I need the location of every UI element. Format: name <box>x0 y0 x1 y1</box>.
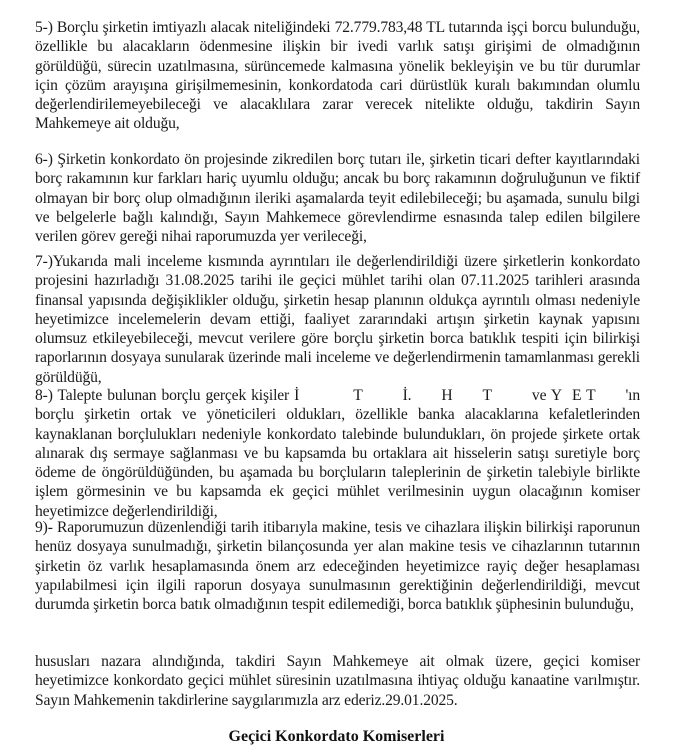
closing-paragraph: hususları nazara alındığında, takdiri Sayın Mahkemeye ait olmak üzere, geçici komiser heyetimizce konkordato geçici mühlet süresinin uzatılmasına ihtiyaç olduğu kanaatine varılmıştır. Sayın Mahkemenin takdirlerine saygılarımızla arz ederiz.29.01.2025. <box>35 653 640 709</box>
paragraph-8 <box>35 386 640 521</box>
redacted-name-fragment: İ. <box>402 387 412 404</box>
paragraph-5: 5-) Borçlu şirketin imtiyazlı alacak niteliğindeki 72.779.783,48 TL tutarında işçi borcu bulunduğu, özellikle bu alacakların ödenmesine ilişkin bir ivedi varlık satışı girişimi de olmadığının görüldüğü, sürecin uzatılmasına, sürüncemede kalmasına yönelik bekleyişin ve bu tür durumlar için çözüm arayışına girişilmemesinin, konkordatoda cari dürüstlük kuralı bakımından olumlu değerlendirilemeyebileceği ve alacaklılara zarar verecek nitelikte olduğu, takdirin Sayın Mahkemeye ait olduğu, <box>35 19 640 133</box>
paragraph-8-suffix: 'ın borçlu şirketin ortak ve yöneticileri oldukları, özellikle banka alacaklarına kefaletlerinden kaynaklanan borçlulukları nedeniyle konkordato talebinde bulundukları, ön projede şirkete ortak alınarak dış sermaye sağlanması ve bu kapsamda bu ortaklara ait hisselerin satışı suretiyle borç ödeme de öngörüldüğünden, bu aşamada bu borçluların taleplerinin de şirketin talebiyle birlikte işlem görmesinin ve bu kapsamda ek geçici mühlet verilmesinin uygun olacağının komiser heyetimizce değerlendirildiği, <box>35 387 641 520</box>
redacted-name-fragment: T <box>353 387 363 404</box>
redacted-name-fragment: T <box>586 387 596 404</box>
redacted-name-fragment: İ <box>294 387 300 404</box>
paragraph-7: 7-)Yukarıda mali inceleme kısmında ayrıntıları ile değerlendirildiği üzere şirketlerin konkordato projesini hazırladığı 31.08.2025 tarihi ile geçici mühlet tarihi olan 07.11.2025 tarihleri arasında finansal yapısında değişiklikler olduğu, şirketin hesap planının oldukça ayrıntılı olması nedeniyle heyetimizce incelemelerin devam ettiği, faaliyet zararındaki artışın şirketin kaynak yapısını olumsuz etkileyebileceği, mevcut verilere göre borçlu şirketin borca batıklık tespiti için bilirkişi raporlarının dosyaya sunularak üzerinde mali inceleme ve değerlendirmenin tamamlanması gerekli görüldüğü, <box>35 253 640 386</box>
paragraph-6: 6-) Şirketin konkordato ön projesinde zikredilen borç tutarı ile, şirketin ticari defter kayıtlarındaki borç rakamının kur farkları hariç uyumlu olduğu; ancak bu borç rakamının doğruluğunun ve fiktif olmayan bir borç olup olmadığının ileriki aşamalarda teyit edilebileceği; bu aşamada, sunulu bilgi ve belgelerle bağlı kalındığı, Sayın Mahkemece görevlendirme esnasında talep edilen bilgilere verilen görev gereği nihai raporumuzda yer verileceği, <box>35 151 640 246</box>
paragraph-8-prefix: 8-) Talepte bulunan borçlu gerçek kişiler <box>35 387 290 404</box>
redacted-name-fragment: E <box>571 387 582 404</box>
redacted-name-fragment: ve Y <box>531 387 562 404</box>
redacted-name-fragment: T <box>482 387 492 404</box>
signature-title: Geçici Konkordato Komiserleri <box>228 728 445 745</box>
redacted-name-fragment: H <box>441 387 453 404</box>
paragraph-9: 9)- Raporumuzun düzenlendiği tarih itibarıyla makine, tesis ve cihazlara ilişkin bilirkişi raporunun henüz dosyaya sunulmadığı, şirketin bilançosunda yer alan makine tesis ve cihazlarının tutarının şirketin öz varlık hesaplamasında önem arz edeceğinden heyetimizce rayiç değer hesaplaması yapılabilmesi için ilgili raporun dosyaya sunulmasının gerektiğinin değerlendirildiği, mevcut durumda şirketin borca batık olmadığının tespit edilemediği, borca batıklık şüphesinin bulunduğu, <box>35 519 640 614</box>
